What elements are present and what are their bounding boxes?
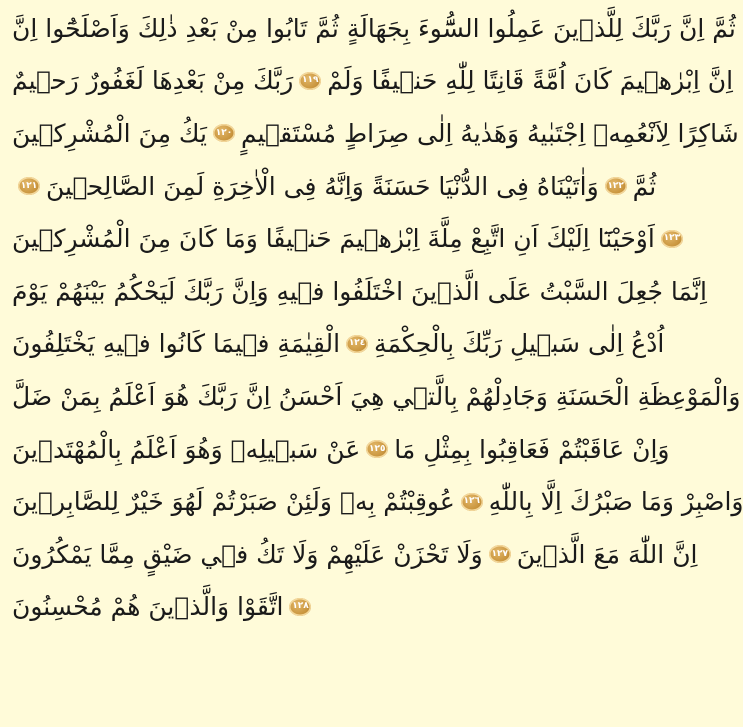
ayah-number-marker: ١٢٦ <box>461 493 483 511</box>
verse-text: اِنَّمَا جُعِلَ السَّبْتُ عَلَى الَّذ۪ينَ اخْتَلَفُوا ف۪يهِ وَاِنَّ رَبَّكَ لَيَحْكُمُ بَيْنَهُمْ يَوْمَ <box>12 276 707 306</box>
verse-text: رَبَّكَ مِنْ بَعْدِهَا لَغَفُورٌ رَح۪يمٌ <box>12 66 294 96</box>
verse-line-12 <box>12 581 630 634</box>
verse-text: يَكُ مِنَ الْمُشْرِك۪ينَ <box>12 118 207 148</box>
verse-text: وَلَا تَحْزَنْ عَلَيْهِمْ وَلَا تَكُ ف۪ي ضَيْقٍ مِمَّا يَمْكُرُونَ <box>12 539 483 569</box>
verse-line-3 <box>12 107 739 160</box>
verse-line-8 <box>12 370 741 423</box>
verse-line-6 <box>12 265 707 318</box>
verse-line-2 <box>12 55 734 108</box>
verse-text: وَاٰتَيْنَاهُ فِى الدُّنْيَا حَسَنَةً وَاِنَّهُ فِى الْاٰخِرَةِ لَمِنَ الصَّالِح۪ينَ <box>46 171 599 201</box>
ayah-number-marker: ١٢٤ <box>346 335 368 353</box>
ayah-number-marker: ١٢٨ <box>289 598 311 616</box>
verse-line-10 <box>12 475 743 528</box>
ayah-number-marker: ١١٩ <box>299 72 321 90</box>
ayah-number-marker: ١٢٢ <box>605 177 627 195</box>
ayah-number-marker: ١٢٥ <box>366 440 388 458</box>
verse-line-9 <box>12 423 670 476</box>
verse-text: ثُمَّ اِنَّ رَبَّكَ لِلَّذ۪ينَ عَمِلُوا السُّٓوءَ بِجَهَالَةٍ ثُمَّ تَابُوا مِنْ بَعْدِ ذٰلِكَ وَاَصْلَحُٓوا اِنَّ <box>12 13 736 43</box>
verse-text: اُدْعُ اِلٰى سَب۪يلِ رَبِّكَ بِالْحِكْمَةِ <box>374 329 665 359</box>
verse-line-11 <box>12 528 698 581</box>
verse-text: وَاِنْ عَاقَبْتُمْ فَعَاقِبُوا بِمِثْلِ مَا <box>394 434 670 464</box>
ayah-number-marker: ١٢٧ <box>489 545 511 563</box>
verse-text: وَاصْبِرْ وَمَا صَبْرُكَ اِلَّا بِاللّٰهِ <box>488 487 743 517</box>
verse-text: اِنَّ اللّٰهَ مَعَ الَّذ۪ينَ <box>516 539 698 569</box>
verse-line-1 <box>12 2 736 55</box>
verse-text: عَنْ سَب۪يلِه۪ وَهُوَ اَعْلَمُ بِالْمُهْتَد۪ينَ <box>12 434 361 464</box>
verse-text: شَاكِرًا لِاَنْعُمِه۪ اِجْتَبٰيهُ وَهَدٰيهُ اِلٰى صِرَاطٍ مُسْتَق۪يمٍ <box>240 118 739 148</box>
verse-text: ثُمَّ <box>632 171 657 201</box>
verse-line-7 <box>12 318 665 371</box>
verse-text: اِنَّ اِبْرٰه۪يمَ كَانَ اُمَّةً قَانِتًا لِلّٰهِ حَن۪يفًا وَلَمْ <box>327 66 734 96</box>
verse-line-4 <box>12 160 657 213</box>
verse-line-5 <box>12 212 681 265</box>
ayah-number-marker: ١٢١ <box>18 177 40 195</box>
verse-text: اتَّقَوْا وَالَّذ۪ينَ هُمْ مُحْسِنُونَ <box>12 592 284 622</box>
ayah-number-marker: ١٢٠ <box>213 124 235 142</box>
verse-text: وَالْمَوْعِظَةِ الْحَسَنَةِ وَجَادِلْهُمْ بِالَّت۪ي هِيَ اَحْسَنُ اِنَّ رَبَّكَ هُوَ اَعْلَمُ بِمَنْ ضَلَّ <box>12 381 741 411</box>
verse-text: اَوْحَيْنَٓا اِلَيْكَ اَنِ اتَّبِعْ مِلَّةَ اِبْرٰه۪يمَ حَن۪يفًا وَمَا كَانَ مِنَ الْمُشْرِك۪ينَ <box>12 224 655 254</box>
verse-text: عُوقِبْتُمْ بِه۪ وَلَئِنْ صَبَرْتُمْ لَهُوَ خَيْرٌ لِلصَّابِر۪ينَ <box>12 487 455 517</box>
ayah-number-marker: ١٢٣ <box>661 230 683 248</box>
verse-text: الْقِيٰمَةِ ف۪يمَا كَانُوا ف۪يهِ يَخْتَلِفُونَ <box>12 329 341 359</box>
